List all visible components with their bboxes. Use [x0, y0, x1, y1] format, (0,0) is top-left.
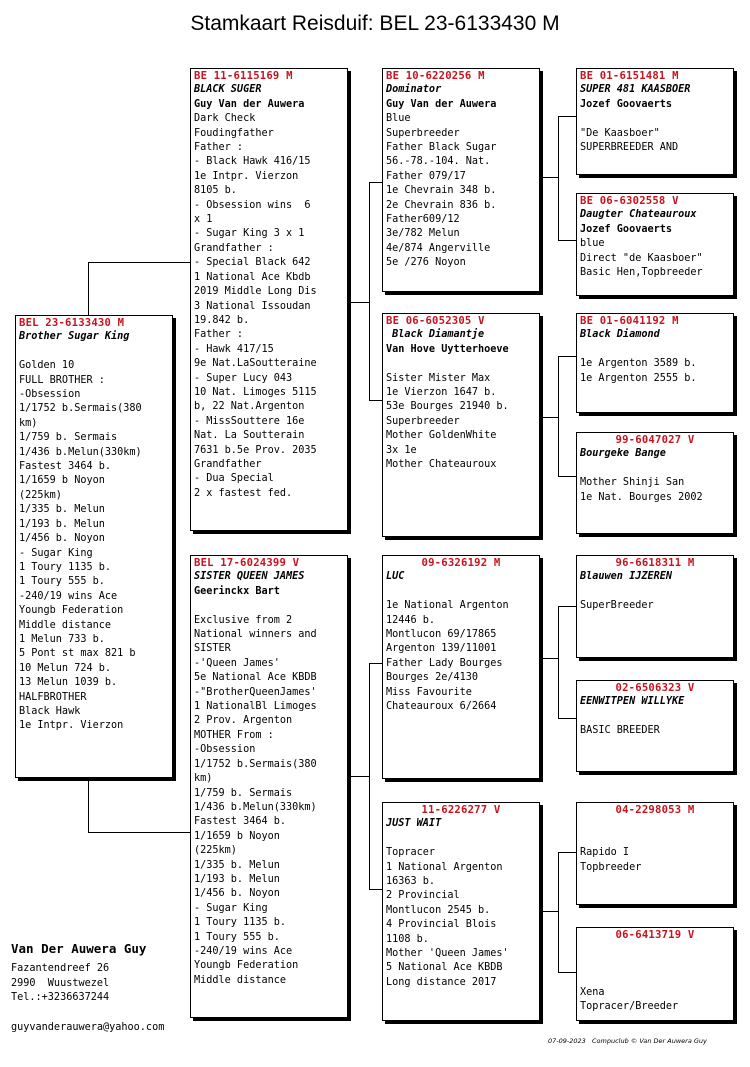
pedigree-line: Mother Chateauroux — [386, 459, 497, 471]
pedigree-line — [386, 357, 536, 371]
pigeon-name: Dominator — [386, 84, 442, 96]
pedigree-line: - Sugar King — [19, 547, 93, 559]
pedigree-line: 12446 b. — [386, 614, 436, 626]
pedigree-line: 10 Nat. Limoges 5115 — [194, 386, 317, 398]
pedigree-line — [580, 112, 730, 126]
pedigree-line: 5 Pont st max 821 b — [19, 648, 136, 660]
connector-line — [558, 116, 559, 241]
pedigree-line — [386, 585, 536, 599]
pedigree-line: 5e /276 Noyon — [386, 257, 466, 269]
pedigree-line: Topbreeder — [580, 861, 642, 873]
pedigree-line: Miss Favourite — [386, 686, 472, 698]
pigeon-card-mff[interactable] — [576, 555, 734, 658]
pedigree-line: Montlucon 2545 b. — [386, 904, 491, 916]
pedigree-line: 1/193 b. Melun — [19, 518, 105, 530]
pedigree-line: 1e Argenton 3589 b. — [580, 358, 697, 370]
pedigree-line: 2 x fastest fed. — [194, 487, 293, 499]
pigeon-card-mmf[interactable] — [576, 802, 734, 905]
pedigree-line: 1/436 b.Melun(330km) — [194, 801, 317, 813]
pedigree-line: Golden 10 — [19, 360, 75, 372]
pedigree-line: -240/19 wins Ace — [194, 945, 293, 957]
pedigree-line: 1e Nat. Bourges 2002 — [580, 491, 703, 503]
pedigree-line — [580, 343, 730, 357]
pedigree-line: 16363 b. — [386, 876, 436, 888]
pedigree-line: Dark Check — [194, 113, 256, 125]
pedigree-line: 5e National Ace KBDB — [194, 672, 317, 684]
pigeon-name: Blauwen IJZEREN — [580, 571, 673, 583]
pedigree-line: 1/335 b. Melun — [194, 859, 280, 871]
pedigree-line: (225km) — [19, 489, 62, 501]
pedigree-line: FULL BROTHER : — [19, 374, 105, 386]
pedigree-line: 1/1752 b.Sermais(380 — [194, 758, 317, 770]
pigeon-name: EENWITPEN WILLYKE — [580, 696, 685, 708]
pedigree-line: Argenton 139/11001 — [386, 643, 497, 655]
ring-number: BE 01-6151481 M — [580, 70, 679, 82]
pedigree-line: -'Queen James' — [194, 657, 280, 669]
pedigree-line: Father609/12 — [386, 214, 460, 226]
pedigree-line: 19.842 b. — [194, 314, 250, 326]
pedigree-line: Father 079/17 — [386, 170, 466, 182]
pedigree-line: 1e Argenton 2555 b. — [580, 372, 697, 384]
connector-line — [369, 663, 382, 664]
pedigree-line: Bourges 2e/4130 — [386, 672, 479, 684]
pedigree-line: 1e National Argenton — [386, 600, 509, 612]
pigeon-card-subject[interactable] — [15, 315, 173, 778]
connector-line — [88, 832, 190, 833]
pedigree-line — [19, 345, 169, 359]
pigeon-name: Black Diamantje — [386, 329, 485, 341]
connector-line — [558, 116, 576, 117]
ring-number: 06-6413719 V — [615, 929, 695, 941]
connector-line — [558, 240, 576, 241]
pedigree-line: -Obsession — [19, 389, 81, 401]
pedigree-line: 1e Chevrain 348 b. — [386, 185, 497, 197]
pigeon-name: JUST WAIT — [386, 818, 442, 830]
breeder-address-city: 2990 Wuustwezel — [11, 977, 110, 989]
connector-line — [558, 972, 576, 973]
pedigree-line: (225km) — [194, 845, 237, 857]
owner-name: Geerinckx Bart — [194, 585, 280, 597]
pedigree-line: 2 Prov. Argenton — [194, 715, 293, 727]
pedigree-line: km) — [19, 417, 38, 429]
connector-line — [351, 302, 369, 303]
pedigree-line: 1 Toury 555 b. — [19, 576, 105, 588]
pigeon-name: Bourgeke Bange — [580, 448, 666, 460]
pedigree-line: MOTHER From : — [194, 729, 274, 741]
pedigree-line: 1/759 b. Sermais — [19, 432, 118, 444]
pedigree-line: -Obsession — [194, 744, 256, 756]
pedigree-line: SUPERBREEDER AND — [580, 142, 679, 154]
connector-line — [558, 718, 576, 719]
pedigree-line: 1/193 b. Melun — [194, 873, 280, 885]
pedigree-line: 3x 1e — [386, 444, 417, 456]
pedigree-line: 1 Toury 1135 b. — [19, 561, 112, 573]
pedigree-line: blue — [580, 238, 605, 250]
footer-credit: 07-09-2023 Compuclub © Van Der Auwera Guy — [548, 1037, 707, 1045]
pedigree-line: Father Lady Bourges — [386, 657, 503, 669]
pigeon-card-fmf[interactable] — [576, 313, 734, 413]
pigeon-card-mother-father[interactable] — [382, 555, 540, 779]
pigeon-name: SISTER QUEEN JAMES — [194, 571, 305, 583]
connector-line — [369, 400, 382, 401]
pedigree-line: 2e Chevrain 836 b. — [386, 199, 497, 211]
pedigree-line: 9e Nat.LaSoutteraine — [194, 358, 317, 370]
pigeon-card-mother[interactable] — [190, 555, 348, 1018]
connector-line — [369, 182, 370, 401]
pedigree-line: - Black Hawk 416/15 — [194, 156, 311, 168]
pigeon-card-mother-mother[interactable] — [382, 802, 540, 1021]
pedigree-line: - Hawk 417/15 — [194, 343, 274, 355]
breeder-phone: Tel.:+3236637244 — [11, 992, 110, 1004]
pigeon-name: BLACK SUGER — [194, 84, 262, 96]
pedigree-line: 1e Vierzon 1647 b. — [386, 387, 497, 399]
pedigree-line: Basic Hen,Topbreeder — [580, 267, 703, 279]
pedigree-line: 13 Melun 1039 b. — [19, 677, 118, 689]
pigeon-name: Black Diamond — [580, 329, 660, 341]
pigeon-name: LUC — [386, 571, 405, 583]
pedigree-line: Direct "de Kaasboer" — [580, 252, 703, 264]
pedigree-line: Chateauroux 6/2664 — [386, 701, 497, 713]
pedigree-line: SISTER — [194, 643, 231, 655]
ring-number: BEL 23-6133430 M — [19, 317, 125, 329]
pedigree-line: Grandfather : — [194, 242, 274, 254]
pedigree-line: - Obsession wins 6 — [194, 199, 311, 211]
pedigree-line: Fastest 3464 b. — [194, 816, 287, 828]
pedigree-line: Middle distance — [19, 619, 112, 631]
pigeon-name: Brother Sugar King — [19, 331, 130, 343]
pedigree-line: 8105 b. — [194, 185, 237, 197]
owner-name: Jozef Goovaerts — [580, 98, 673, 110]
pedigree-line: 1/1659 b Noyon — [19, 475, 105, 487]
pigeon-card-ffm[interactable] — [576, 193, 734, 296]
pigeon-card-father-mother[interactable] — [382, 313, 540, 537]
owner-name: Guy Van der Auwera — [386, 98, 497, 110]
pedigree-line: Mother GoldenWhite — [386, 430, 497, 442]
pedigree-line: km) — [194, 773, 213, 785]
pedigree-line: 1 National Argenton — [386, 861, 503, 873]
pedigree-line: Montlucon 69/17865 — [386, 629, 497, 641]
pedigree-line: Superbreeder — [386, 127, 460, 139]
breeder-address-street: Fazantendreef 26 — [11, 963, 110, 975]
pedigree-line: 1 Melun 733 b. — [19, 633, 105, 645]
connector-line — [542, 658, 558, 659]
pedigree-line: 1 Toury 1135 b. — [194, 917, 287, 929]
pedigree-line: Topracer — [386, 847, 436, 859]
pedigree-line: Mother Shinji San — [580, 477, 685, 489]
connector-line — [558, 606, 576, 607]
pigeon-card-fmm[interactable] — [576, 432, 734, 534]
pedigree-line — [194, 599, 344, 613]
pedigree-line: 4e/874 Angerville — [386, 242, 491, 254]
owner-name: Van Hove Uytterhoeve — [386, 343, 509, 355]
pedigree-line: Long distance 2017 — [386, 976, 497, 988]
pedigree-line — [580, 462, 730, 476]
pedigree-line: -240/19 wins Ace — [19, 590, 118, 602]
pedigree-line: Xena — [580, 986, 605, 998]
pedigree-line: -"BrotherQueenJames' — [194, 686, 317, 698]
pedigree-line: 7631 b.5e Prov. 2035 — [194, 444, 317, 456]
pedigree-line: 1/1659 b Noyon — [194, 830, 280, 842]
pedigree-line: BASIC BREEDER — [580, 725, 660, 737]
pedigree-line — [580, 817, 730, 831]
pedigree-line — [580, 971, 730, 985]
pedigree-line: 1/759 b. Sermais — [194, 787, 293, 799]
pedigree-line: Youngb Federation — [19, 605, 124, 617]
pigeon-card-mmm[interactable] — [576, 927, 734, 1021]
pedigree-line: Rapido I — [580, 847, 630, 859]
pedigree-line — [580, 585, 730, 599]
breeder-email[interactable]: guyvanderauwera@yahoo.com — [11, 1022, 165, 1033]
pedigree-line — [580, 942, 730, 956]
pedigree-line: 56.-78.-104. Nat. — [386, 156, 491, 168]
pedigree-line: 1/436 b.Melun(330km) — [19, 446, 142, 458]
pedigree-line: x 1 — [194, 214, 213, 226]
ring-number: 11-6226277 V — [421, 804, 501, 816]
pedigree-line: Father : — [194, 329, 244, 341]
pedigree-line: Grandfather — [194, 458, 262, 470]
pigeon-name: SUPER 481 KAASBOER — [580, 84, 691, 96]
connector-line — [558, 852, 559, 973]
pedigree-line: 1/1752 b.Sermais(380 — [19, 403, 142, 415]
pedigree-line: 5 National Ace KBDB — [386, 962, 503, 974]
pedigree-line: Father : — [194, 142, 244, 154]
pedigree-line: Youngb Federation — [194, 960, 299, 972]
pedigree-line: - Sugar King 3 x 1 — [194, 228, 305, 240]
connector-line — [558, 852, 576, 853]
pedigree-line: Father Black Sugar — [386, 142, 497, 154]
connector-line — [558, 606, 559, 719]
pedigree-line: - Super Lucy 043 — [194, 372, 293, 384]
pedigree-line: Black Hawk — [19, 705, 81, 717]
pedigree-line: 1108 b. — [386, 933, 429, 945]
pedigree-line: Blue — [386, 113, 411, 125]
pedigree-line: 1/456 b. Noyon — [19, 533, 105, 545]
pedigree-line: 10 Melun 724 b. — [19, 662, 112, 674]
ring-number: BE 06-6052305 V — [386, 315, 485, 327]
pedigree-line: Nat. La Soutterain — [194, 430, 305, 442]
pedigree-line: HALFBROTHER — [19, 691, 87, 703]
pedigree-line — [580, 957, 730, 971]
pedigree-line — [386, 832, 536, 846]
pedigree-line: - Sugar King — [194, 902, 268, 914]
pigeon-name: Daugter Chateauroux — [580, 209, 697, 221]
connector-line — [369, 182, 382, 183]
pedigree-line: National winners and — [194, 629, 317, 641]
pedigree-line: SuperBreeder — [580, 600, 654, 612]
pedigree-line — [580, 832, 730, 846]
connector-line — [88, 778, 89, 832]
ring-number: BEL 17-6024399 V — [194, 557, 300, 569]
connector-line — [542, 911, 558, 912]
connector-line — [558, 356, 559, 477]
pedigree-line: 53e Bourges 21940 b. — [386, 401, 509, 413]
ring-number: 96-6618311 M — [615, 557, 695, 569]
pedigree-line: b, 22 Nat.Argenton — [194, 401, 305, 413]
pedigree-line: 2019 Middle Long Dis — [194, 286, 317, 298]
connector-line — [558, 356, 576, 357]
connector-line — [558, 476, 576, 477]
pedigree-line: 1e Intpr. Vierzon — [194, 170, 299, 182]
pedigree-line: Sister Mister Max — [386, 372, 491, 384]
pedigree-line — [580, 710, 730, 724]
pedigree-line: - MissSouttere 16e — [194, 415, 305, 427]
connector-line — [369, 663, 370, 890]
ring-number: BE 01-6041192 M — [580, 315, 679, 327]
pigeon-card-mfm[interactable] — [576, 680, 734, 772]
page-title: Stamkaart Reisduif: BEL 23-6133430 M — [190, 12, 560, 35]
pedigree-line: Exclusive from 2 — [194, 614, 293, 626]
pedigree-line: 4 Provincial Blois — [386, 919, 497, 931]
pedigree-line: 1 National Ace Kbdb — [194, 271, 311, 283]
pedigree-line: Middle distance — [194, 974, 287, 986]
pedigree-line: 1e Intpr. Vierzon — [19, 720, 124, 732]
ring-number: BE 06-6302558 V — [580, 195, 679, 207]
pedigree-line: Superbreeder — [386, 415, 460, 427]
pedigree-line: 1 Toury 555 b. — [194, 931, 280, 943]
pigeon-card-father-father[interactable] — [382, 68, 540, 292]
ring-number: 99-6047027 V — [615, 434, 695, 446]
ring-number: 04-2298053 M — [615, 804, 695, 816]
owner-name: Jozef Goovaerts — [580, 223, 673, 235]
connector-line — [542, 417, 558, 418]
pedigree-line: 1/335 b. Melun — [19, 504, 105, 516]
pedigree-line: 3e/782 Melun — [386, 228, 460, 240]
connector-line — [88, 262, 190, 263]
breeder-name: Van Der Auwera Guy — [11, 941, 147, 956]
connector-line — [369, 889, 382, 890]
connector-line — [351, 776, 369, 777]
connector-line — [542, 177, 558, 178]
owner-name: Guy Van der Auwera — [194, 98, 305, 110]
pedigree-line: "De Kaasboer" — [580, 127, 660, 139]
pedigree-line: 1/456 b. Noyon — [194, 888, 280, 900]
pedigree-line: 1 NationalBl Limoges — [194, 701, 317, 713]
pedigree-line: Mother 'Queen James' — [386, 948, 509, 960]
pedigree-line: Topracer/Breeder — [580, 1001, 679, 1013]
breeder-info — [11, 942, 146, 1006]
connector-line — [88, 262, 89, 316]
pedigree-line: 2 Provincial — [386, 890, 460, 902]
pedigree-line: Fastest 3464 b. — [19, 461, 112, 473]
pedigree-line: 3 National Issoudan — [194, 300, 311, 312]
ring-number: BE 11-6115169 M — [194, 70, 293, 82]
pedigree-line: - Dua Special — [194, 473, 274, 485]
pigeon-card-fff[interactable] — [576, 68, 734, 175]
ring-number: 09-6326192 M — [421, 557, 501, 569]
pigeon-card-father[interactable] — [190, 68, 348, 531]
pedigree-line: Foudingfather — [194, 127, 274, 139]
ring-number: BE 10-6220256 M — [386, 70, 485, 82]
ring-number: 02-6506323 V — [615, 682, 695, 694]
pedigree-line: - Special Black 642 — [194, 257, 311, 269]
